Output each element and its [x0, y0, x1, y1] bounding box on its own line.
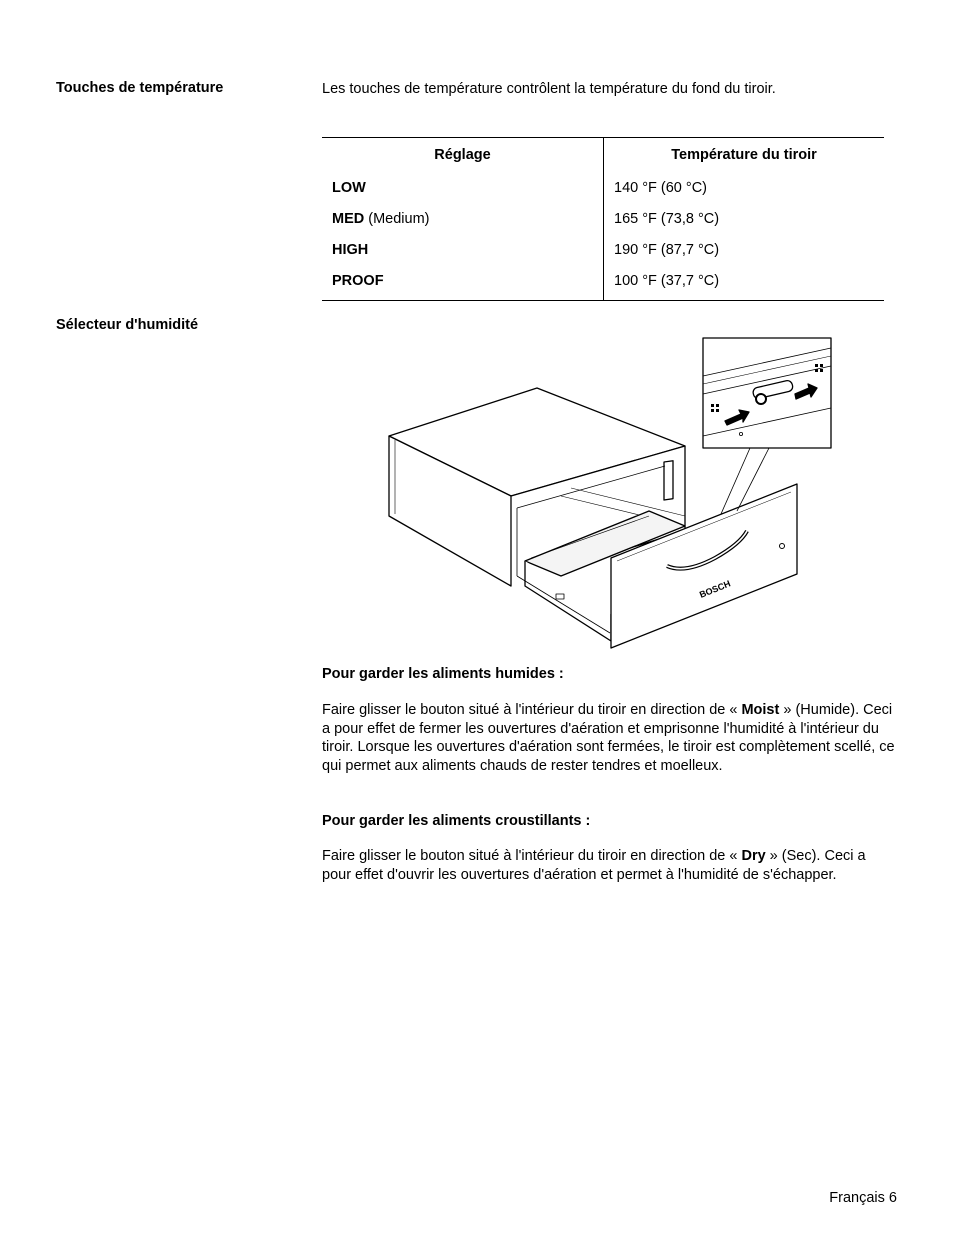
- table-row: [322, 265, 884, 301]
- table-row: [322, 234, 884, 265]
- moist-paragraph: Faire glisser le bouton situé à l'intérieur du tiroir en direction de « Moist » (Humide). Ceci a pour effet de fermer les ouvertures d'aération et emprisonne l'humidité à l'intérieur du tiroir. Lorsque les ouvertures d'aération sont fermées, le tiroir est complètement scellé, ce qui permet aux aliments chauds de rester tendres et moelleux.: [322, 702, 895, 775]
- dry-paragraph: Faire glisser le bouton situé à l'intérieur du tiroir en direction de « Dry » (Sec). Ceci a pour effet d'ouvrir les ouvertures d'aération et permet à l'humidité de s'échapper.: [322, 848, 866, 883]
- table-row: [322, 172, 884, 203]
- column-header-setting: Réglage: [322, 138, 604, 173]
- humidity-selector-heading: Sélecteur d'humidité: [56, 317, 199, 333]
- warming-drawer-illustration: [385, 336, 835, 651]
- setting-cell: HIGH: [322, 234, 604, 265]
- temperature-table: [322, 137, 884, 301]
- temperature-cell: 100 °F (37,7 °C): [614, 272, 720, 289]
- moist-subheading: Pour garder les aliments humides :: [322, 666, 564, 682]
- brand-logo-text: BOSCH: [698, 578, 732, 600]
- temperature-cell: 165 °F (73,8 °C): [614, 210, 720, 227]
- table-row: [322, 203, 884, 234]
- dry-subheading: Pour garder les aliments croustillants :: [322, 813, 591, 829]
- temperature-keys-heading: Touches de température: [56, 80, 224, 96]
- setting-cell: MED (Medium): [322, 203, 604, 234]
- setting-cell: LOW: [322, 172, 604, 203]
- temperature-intro-text: Les touches de température contrôlent la température du fond du tiroir.: [322, 81, 776, 97]
- column-header-temperature: Température du tiroir: [671, 147, 817, 163]
- setting-cell: PROOF: [322, 265, 604, 301]
- page-number: Français 6: [829, 1190, 897, 1206]
- temperature-cell: 190 °F (87,7 °C): [614, 241, 720, 258]
- table-header-row: [322, 138, 884, 173]
- temperature-cell: 140 °F (60 °C): [614, 179, 707, 196]
